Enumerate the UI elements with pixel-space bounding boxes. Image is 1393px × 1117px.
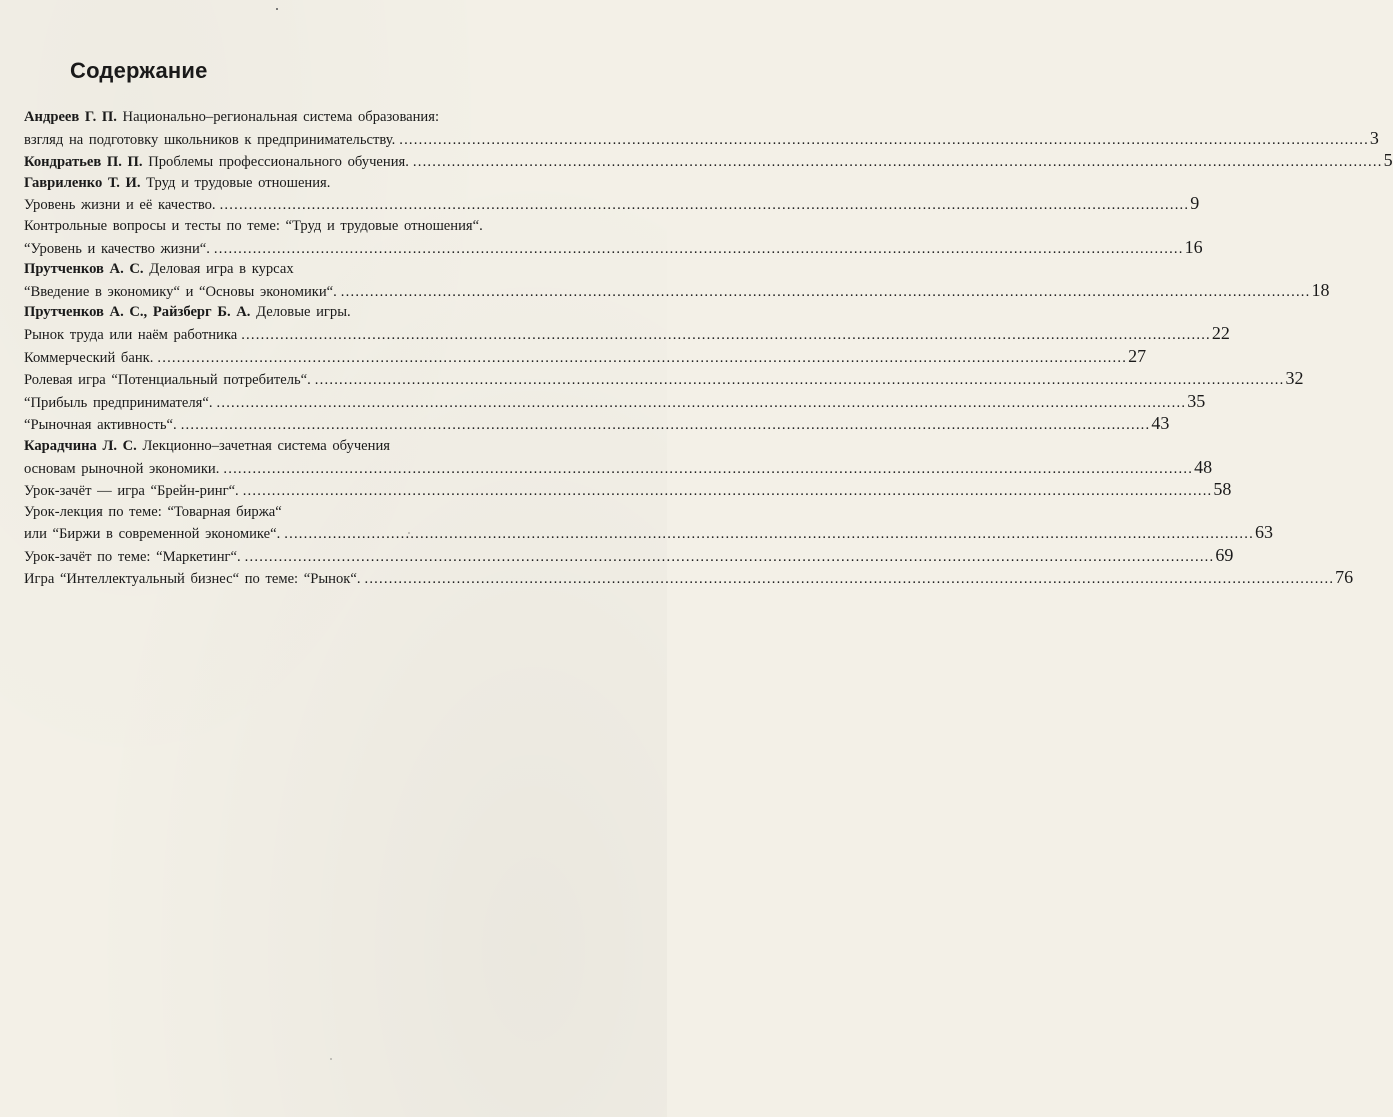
toc-page-number: 48: [1194, 456, 1213, 477]
toc-line: [24, 544, 1234, 568]
toc-leader-dots: ........................................................................................................................................................................................................: [412, 154, 1383, 171]
toc-line-text: [24, 302, 351, 323]
toc-entry: [24, 345, 1147, 369]
toc-line-text: [24, 415, 177, 436]
toc-title: “Прибыль предпринимателя“.: [24, 394, 213, 411]
toc-line: [24, 150, 1393, 173]
toc-leader-dots: ........................................................................................................................................................................................................: [219, 197, 1190, 214]
toc-title: взгляд на подготовку школьников к предпринимательству.: [24, 131, 396, 148]
toc-leader-dots: ........................................................................................................................................................................................................: [340, 283, 1311, 300]
toc-line: [24, 302, 576, 323]
toc-title: Игра “Интеллектуальный бизнес“ по теме: “Рынок“.: [24, 571, 361, 588]
toc-author: Прутченков А. С., Райзберг Б. А.: [24, 304, 251, 321]
toc-line: [24, 216, 576, 237]
toc-author: Андреев Г. П.: [24, 109, 117, 125]
toc-line: [24, 390, 1206, 414]
toc-page-number: 43: [1151, 413, 1170, 434]
toc-line: [24, 479, 1232, 502]
toc-title: основам рыночной экономики.: [24, 460, 220, 477]
toc-page-number: 5: [1383, 150, 1393, 171]
toc-line: [24, 567, 1354, 590]
toc-page-number: 22: [1211, 322, 1230, 343]
toc-line-text: [24, 282, 337, 303]
toc-line-text: [24, 239, 210, 260]
toc-title: “Уровень и качество жизни“.: [24, 240, 210, 257]
toc-line-text: [24, 370, 311, 391]
toc-line-text: [24, 547, 241, 568]
toc-title: Рынок труда или наём работника: [24, 326, 238, 343]
toc-line: [24, 413, 1170, 436]
toc-line-text: [24, 502, 282, 523]
print-speck: [408, 532, 410, 534]
toc-entry: [24, 216, 1203, 259]
toc-page-number: 16: [1184, 236, 1203, 257]
toc-leader-dots: ........................................................................................................................................................................................................: [157, 349, 1128, 366]
toc-leader-dots: ........................................................................................................................................................................................................: [223, 460, 1194, 477]
toc-entry: [24, 436, 1213, 479]
toc-line: [24, 522, 1273, 545]
toc-author: Карадчина Л. С.: [24, 437, 137, 454]
toc-leader-dots: ........................................................................................................................................................................................................: [364, 571, 1335, 588]
toc-title: Ролевая игра “Потенциальный потребитель“.: [24, 372, 311, 389]
toc-page-number: 35: [1187, 390, 1206, 411]
toc-page-number: 9: [1190, 193, 1200, 214]
toc-title: или “Биржи в современной экономике“.: [24, 526, 281, 543]
toc-line-text: [24, 152, 409, 173]
toc-line: [24, 107, 576, 128]
toc-line: [24, 236, 1203, 260]
toc-entry: [24, 302, 1230, 345]
toc-title: Урок-зачёт — игра “Брейн-ринг“.: [24, 483, 239, 500]
toc-line-text: [24, 393, 213, 414]
table-of-contents: [24, 107, 1393, 590]
toc-title: Лекционно–зачетная система обучения: [142, 437, 390, 454]
toc-author: Прутченков А. С.: [24, 261, 144, 278]
toc-title: “Введение в экономику“ и “Основы экономики“.: [24, 283, 337, 300]
toc-leader-dots: ........................................................................................................................................................................................................: [213, 240, 1184, 257]
toc-entry: [24, 567, 1354, 590]
toc-page-number: 58: [1213, 479, 1232, 500]
toc-line: [24, 322, 1230, 346]
toc-line-text: [24, 173, 330, 194]
toc-line-text: [24, 259, 294, 280]
toc-line: [24, 368, 1304, 391]
toc-page-number: 63: [1254, 522, 1273, 543]
toc-line: [24, 193, 1200, 216]
toc-line-text: [24, 436, 390, 457]
toc-line: [24, 456, 1213, 480]
toc-line-text: [24, 524, 280, 545]
toc-title: Коммерческий банк.: [24, 349, 154, 366]
toc-leader-dots: ........................................................................................................................................................................................................: [244, 548, 1215, 565]
toc-entry: [24, 173, 1200, 216]
toc-leader-dots: ........................................................................................................................................................................................................: [284, 526, 1254, 543]
toc-line: [24, 127, 1379, 151]
toc-title: Уровень жизни и её качество.: [24, 197, 216, 214]
toc-leader-dots: ........................................................................................................................................................................................................: [314, 372, 1285, 389]
toc-entry: [24, 544, 1234, 568]
toc-line-text: [24, 459, 219, 480]
toc-entry: [24, 413, 1170, 436]
toc-line: [24, 502, 576, 523]
toc-page-number: 32: [1285, 368, 1304, 389]
toc-line: [24, 279, 1330, 303]
toc-entry: [24, 150, 1393, 173]
toc-title: Контрольные вопросы и тесты по теме: “Труд и трудовые отношения“.: [24, 217, 483, 234]
toc-line: [24, 173, 576, 194]
toc-title: Труд и трудовые отношения.: [146, 174, 331, 191]
toc-line-text: [24, 130, 395, 151]
toc-title: Урок-лекция по теме: “Товарная биржа“: [24, 503, 282, 520]
toc-entry: [24, 502, 1273, 545]
toc-leader-dots: ........................................................................................................................................................................................................: [241, 326, 1211, 343]
toc-page-number: 18: [1311, 279, 1330, 300]
toc-line-text: [24, 107, 439, 128]
toc-line-text: [24, 195, 216, 216]
toc-entry: [24, 390, 1206, 414]
toc-leader-dots: ........................................................................................................................................................................................................: [216, 394, 1187, 411]
toc-title: Деловая игра в курсах: [149, 261, 294, 278]
toc-leader-dots: ........................................................................................................................................................................................................: [180, 417, 1151, 434]
toc-line-text: [24, 325, 237, 346]
toc-title: Национально–региональная система образования:: [122, 109, 440, 125]
toc-line: [24, 345, 1147, 369]
toc-page-number: 3: [1369, 127, 1379, 148]
toc-title: “Рыночная активность“.: [24, 417, 177, 434]
toc-line-text: [24, 216, 483, 237]
print-speck: [330, 1058, 332, 1060]
toc-line-text: [24, 481, 239, 502]
toc-line: [24, 436, 576, 457]
toc-author: Кондратьев П. П.: [24, 154, 143, 171]
toc-title: Деловые игры.: [256, 304, 351, 321]
toc-entry: [24, 368, 1304, 391]
toc-leader-dots: ........................................................................................................................................................................................................: [399, 131, 1369, 148]
toc-author: Гавриленко Т. И.: [24, 174, 141, 191]
toc-leader-dots: ........................................................................................................................................................................................................: [242, 483, 1213, 500]
toc-line-text: [24, 569, 360, 590]
print-speck: [276, 8, 278, 10]
toc-line-text: [24, 348, 153, 369]
toc-page-number: 76: [1335, 567, 1354, 588]
toc-entry: [24, 259, 1330, 302]
toc-title: Урок-зачёт по теме: “Маркетинг“.: [24, 548, 241, 565]
page-title: Содержание: [70, 58, 208, 83]
toc-entry: [24, 107, 1379, 150]
toc-entry: [24, 479, 1232, 502]
toc-page-number: 27: [1128, 345, 1147, 366]
toc-line: [24, 259, 576, 280]
toc-title: Проблемы профессионального обучения.: [148, 154, 409, 171]
toc-page-number: 69: [1215, 544, 1234, 565]
